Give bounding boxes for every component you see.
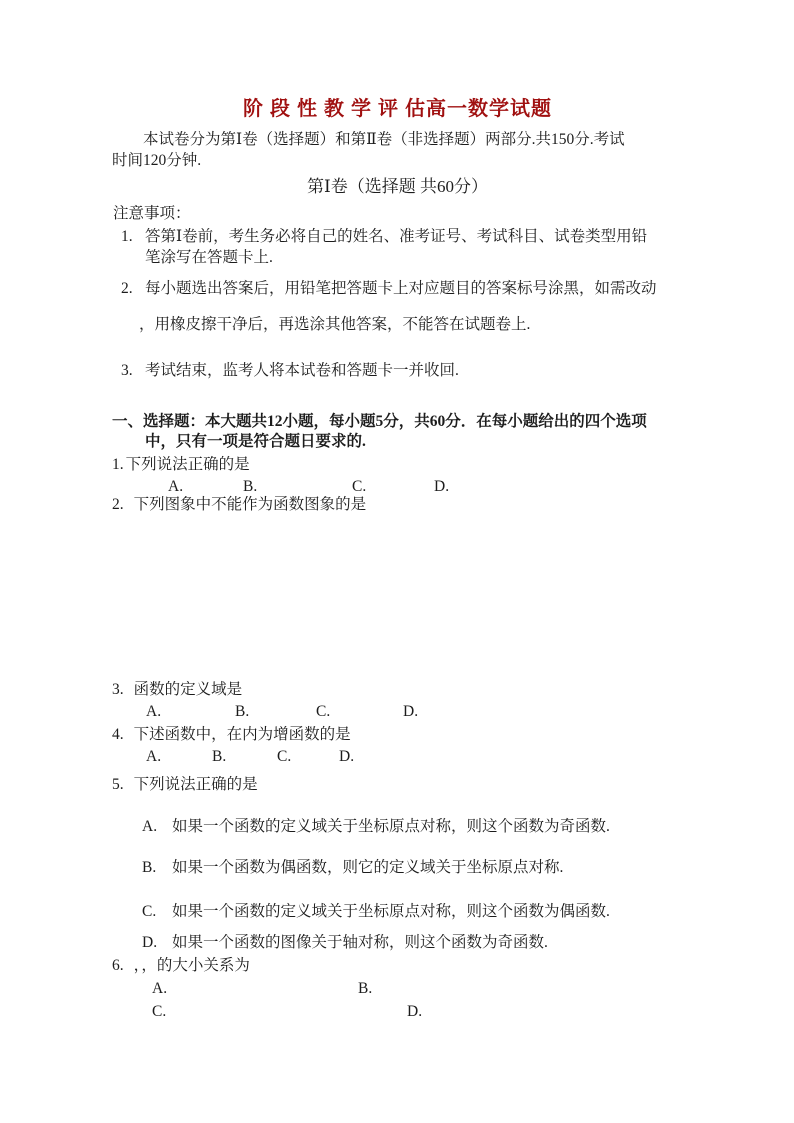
question-4-number: 4. <box>112 726 124 743</box>
question-3-option-d: D. <box>403 703 419 720</box>
question-3-number: 3. <box>112 681 124 698</box>
notice-item-2-continuation: ，用橡皮擦干净后，再选涂其他答案，不能答在试题卷上. <box>139 316 531 333</box>
question-5-option-d <box>142 933 683 953</box>
question-4-text: 下述函数中，在内为增函数的是 <box>133 726 351 743</box>
question-6-options-row-1 <box>112 980 683 997</box>
question-2-figure-area <box>112 515 683 680</box>
notice-item-3-text: 考试结束，监考人将本试卷和答题卡一并收回. <box>145 362 459 379</box>
intro-line-1: 本试卷分为第Ⅰ卷（选择题）和第Ⅱ卷（非选择题）两部分.共150分.考试 <box>143 131 625 148</box>
question-3-option-b: B. <box>235 703 250 720</box>
notice-item-2 <box>121 278 683 299</box>
exam-title: 阶 段 性 教 学 评 估高一数学试题 <box>243 98 552 120</box>
question-3-text: 函数的定义域是 <box>133 681 243 698</box>
question-5-text: 下列说法正确的是 <box>133 776 258 793</box>
question-6-option-a: A. <box>152 980 168 997</box>
notice-label: 注意事项： <box>113 205 191 222</box>
question-4-option-a: A. <box>146 748 162 765</box>
question-5-option-a-text: 如果一个函数的定义域关于坐标原点对称，则这个函数为奇函数. <box>172 818 610 835</box>
question-4-stem <box>112 725 683 745</box>
question-3-options-row <box>112 703 683 720</box>
question-3-option-a: A. <box>146 703 162 720</box>
question-3-option-c: C. <box>316 703 331 720</box>
notice-item-2-text: 每小题选出答案后，用铅笔把答题卡上对应题目的答案标号涂黑，如需改动 <box>145 280 657 297</box>
question-1-stem <box>112 455 683 475</box>
question-4-option-d: D. <box>339 748 355 765</box>
question-1-number: 1. <box>112 456 124 473</box>
question-4-options-row <box>112 748 683 765</box>
question-5-option-c-text: 如果一个函数的定义域关于坐标原点对称，则这个函数为偶函数. <box>172 903 610 920</box>
intro-paragraph <box>112 129 683 171</box>
notice-item-3 <box>121 360 683 381</box>
question-4-option-c: C. <box>277 748 292 765</box>
notice-item-1-line-1: 答第Ⅰ卷前，考生务必将自己的姓名、准考证号、考试科目、试卷类型用铅 <box>145 228 648 245</box>
part1-heading: 第Ⅰ卷（选择题 共60分） <box>307 177 488 196</box>
section1-heading <box>112 412 683 452</box>
question-1-option-a: A. <box>168 478 184 495</box>
question-5-option-b-text: 如果一个函数为偶函数，则它的定义域关于坐标原点对称. <box>172 859 564 876</box>
question-6-option-c: C. <box>152 1003 167 1020</box>
question-5-number: 5. <box>112 776 124 793</box>
question-2-number: 2. <box>112 496 124 513</box>
notice-item-1 <box>121 226 683 268</box>
notice-item-1-number: 1. <box>121 228 133 245</box>
section1-heading-line-2: 中，只有一项是符合题日要求的. <box>145 433 366 450</box>
question-5-option-d-text: 如果一个函数的图像关于轴对称，则这个函数为奇函数. <box>172 934 548 951</box>
question-5-option-d-letter: D. <box>142 934 158 951</box>
question-6-text: ，，的大小关系为 <box>133 957 250 974</box>
question-5-option-a <box>142 817 683 837</box>
notice-item-2-number: 2. <box>121 280 133 297</box>
question-1-option-c: C. <box>352 478 367 495</box>
question-6-options-row-2 <box>112 1003 683 1020</box>
question-2-text: 下列图象中不能作为函数图象的是 <box>133 496 367 513</box>
question-5-option-a-letter: A. <box>142 818 158 835</box>
question-6-option-d: D. <box>407 1003 423 1020</box>
notice-item-1-text <box>145 226 683 268</box>
intro-line-2: 时间120分钟. <box>112 152 202 169</box>
question-6-stem <box>112 956 683 976</box>
question-6-option-b: B. <box>358 980 373 997</box>
question-1-option-b: B. <box>243 478 258 495</box>
question-5-stem <box>112 775 683 795</box>
question-3-stem <box>112 680 683 700</box>
question-6-number: 6. <box>112 957 124 974</box>
question-1-options-row <box>112 478 683 495</box>
question-5-option-b <box>142 858 683 878</box>
question-1-option-d: D. <box>434 478 450 495</box>
question-2-stem <box>112 495 683 515</box>
question-1-text: 下列说法正确的是 <box>125 456 250 473</box>
question-4-option-b: B. <box>212 748 227 765</box>
question-5-option-c-letter: C. <box>142 903 157 920</box>
notice-item-1-line-2: 笔涂写在答题卡上. <box>145 249 273 266</box>
question-5-option-b-letter: B. <box>142 859 157 876</box>
question-5-option-c <box>142 902 683 922</box>
section1-heading-line-1: 一、选择题：本大题共12小题，每小题5分，共60分．在每小题给出的四个选项 <box>112 413 647 430</box>
notice-item-3-number: 3. <box>121 362 133 379</box>
